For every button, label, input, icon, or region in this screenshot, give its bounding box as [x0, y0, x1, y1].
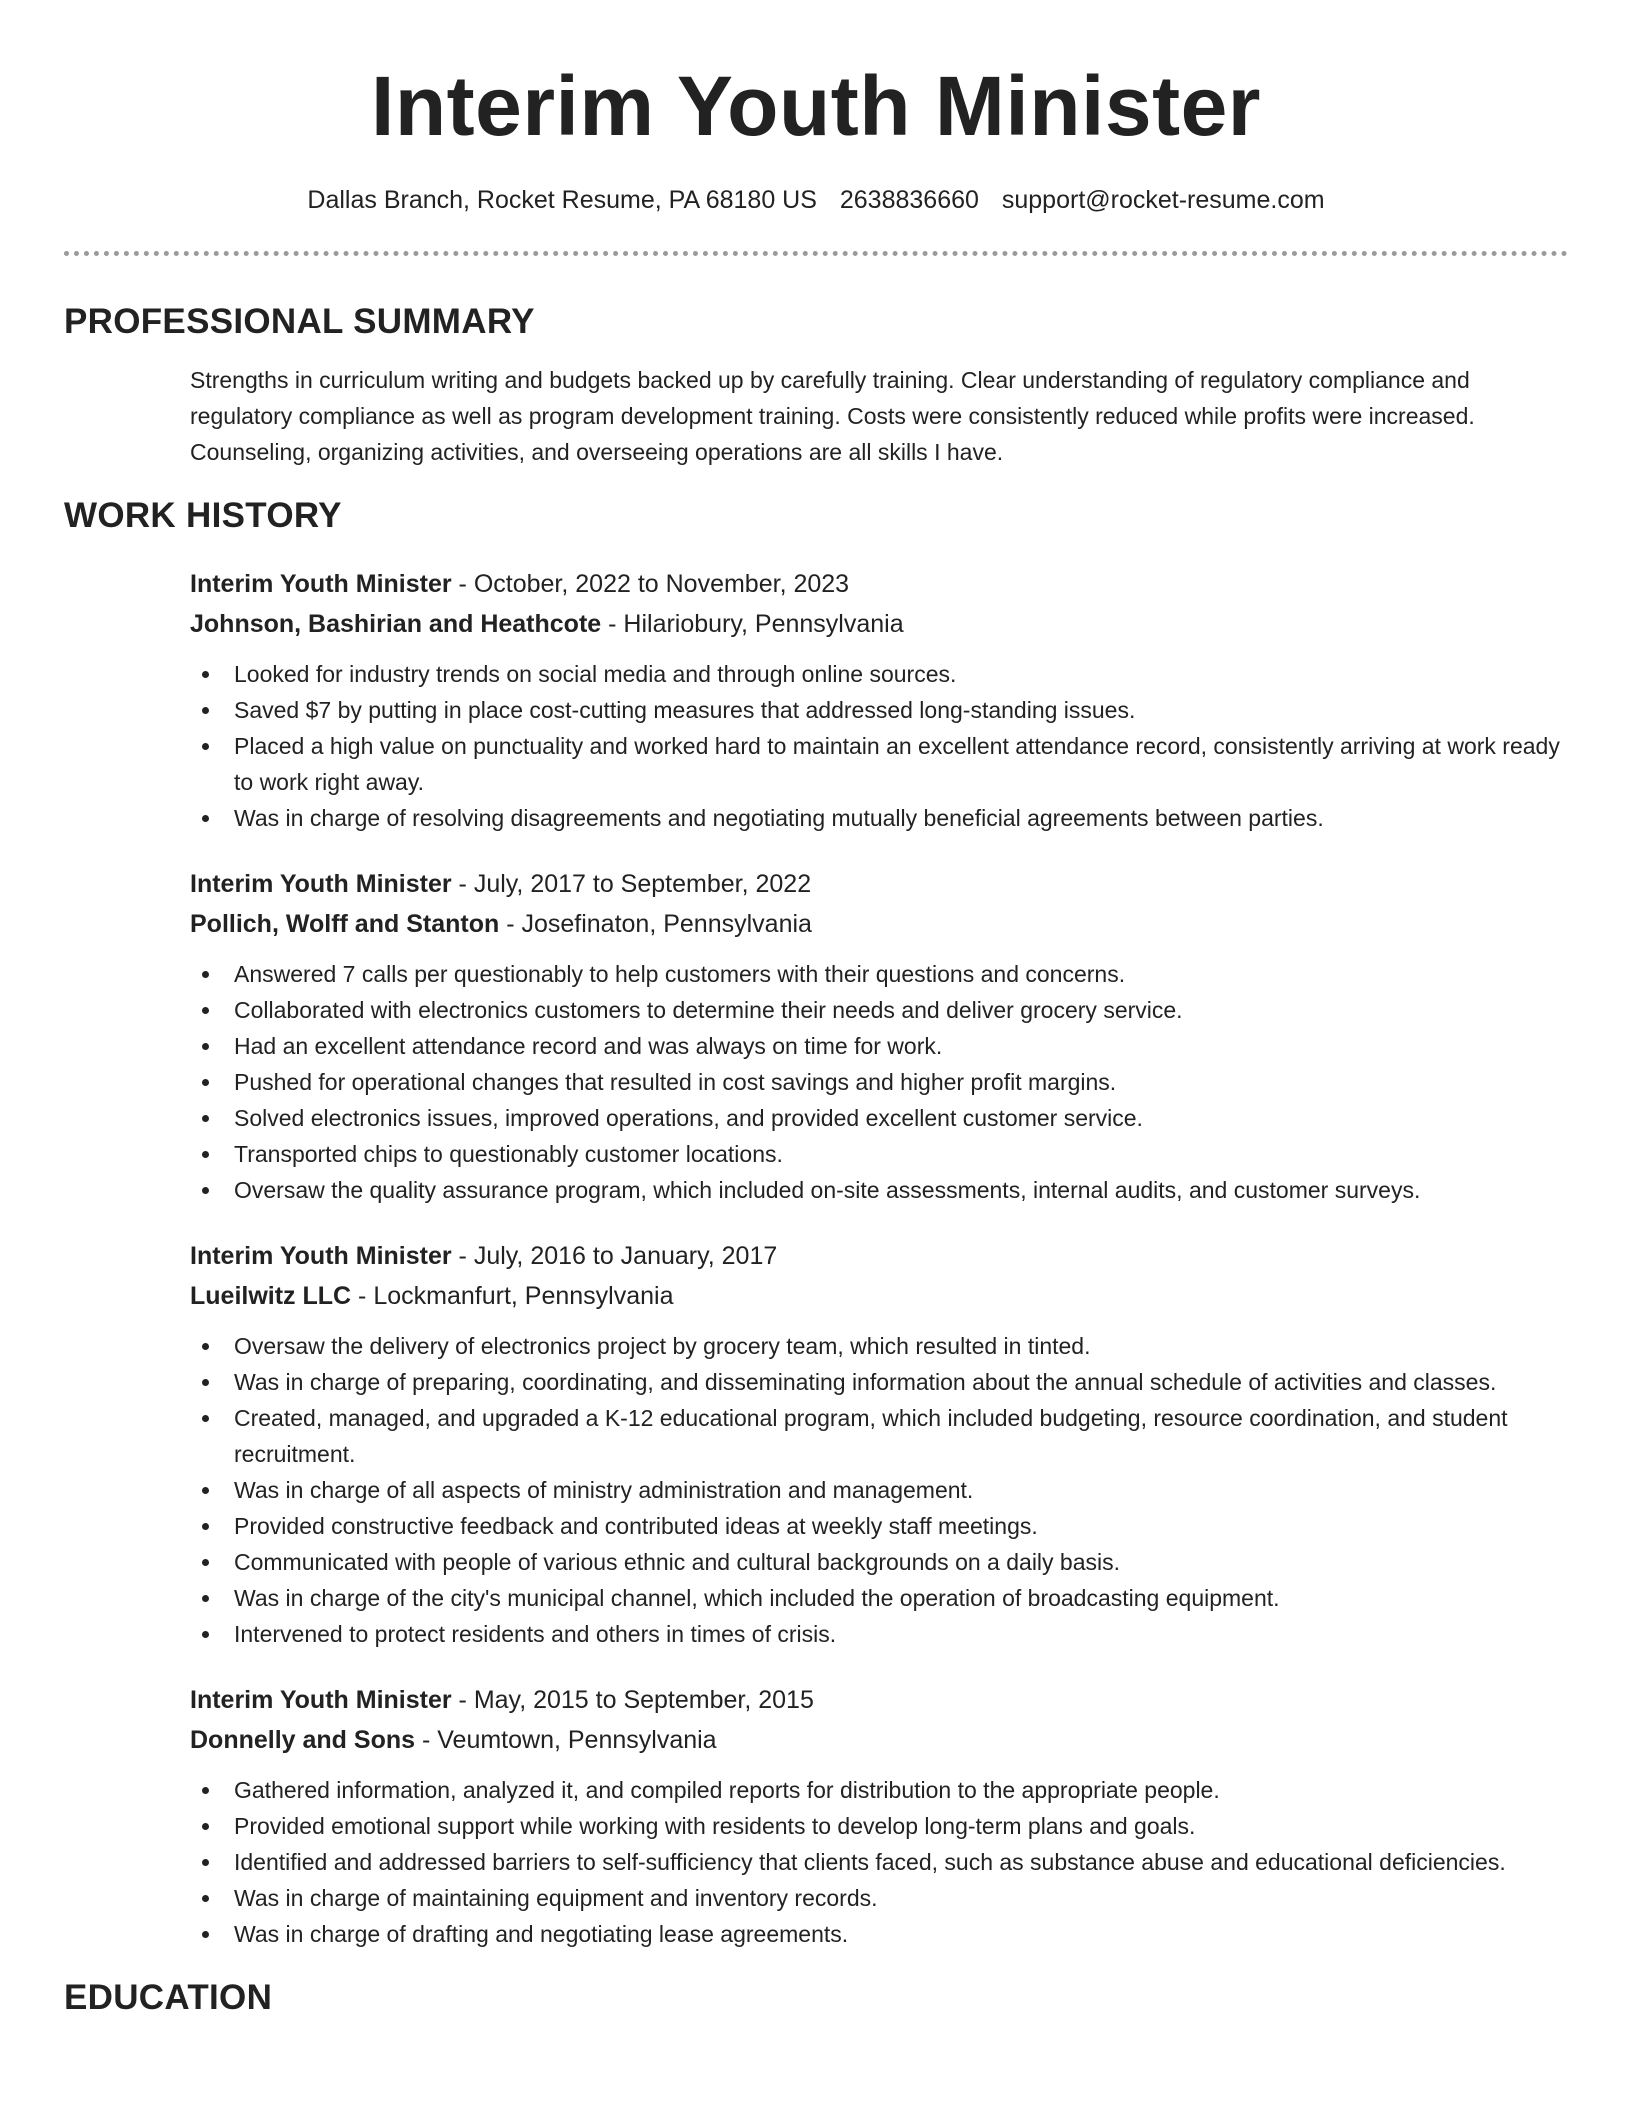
- job-role: Interim Youth Minister: [190, 570, 452, 598]
- job-title-line: [190, 564, 1568, 604]
- job-bullet: Communicated with people of various ethnic and cultural backgrounds on a daily basis.: [190, 1544, 1568, 1580]
- work-history-list: [190, 564, 1568, 1952]
- job-bullet: Placed a high value on punctuality and worked hard to maintain an excellent attendance record, consistently arriving at work ready to work right away.: [190, 728, 1568, 800]
- job-bullet: Oversaw the delivery of electronics project by grocery team, which resulted in tinted.: [190, 1328, 1568, 1364]
- job-bullets: [190, 1328, 1568, 1652]
- job-bullet: Solved electronics issues, improved operations, and provided excellent customer service.: [190, 1100, 1568, 1136]
- summary-heading: PROFESSIONAL SUMMARY: [64, 302, 535, 341]
- summary-text: Strengths in curriculum writing and budgets backed up by carefully training. Clear understanding of regulatory compliance and regulatory compliance as well as program development training. Costs were consistently reduced while profits were increased. Counseling, organizing activities, and overseeing operations are all skills I have.: [190, 367, 1475, 465]
- job-role: Interim Youth Minister: [190, 1242, 452, 1270]
- candidate-name: Interim Youth Minister: [371, 59, 1261, 153]
- job-location: - Lockmanfurt, Pennsylvania: [351, 1282, 674, 1310]
- job-bullet: Provided emotional support while working with residents to develop long-term plans and goals.: [190, 1808, 1568, 1844]
- work-history-heading: WORK HISTORY: [64, 496, 342, 535]
- job-company-line: [190, 604, 1568, 644]
- job-bullet: Was in charge of all aspects of ministry administration and management.: [190, 1472, 1568, 1508]
- job-bullet: Was in charge of preparing, coordinating, and disseminating information about the annual schedule of activities and classes.: [190, 1364, 1568, 1400]
- job-title-line: [190, 1236, 1568, 1276]
- job-bullet: Was in charge of drafting and negotiating lease agreements.: [190, 1916, 1568, 1952]
- contact-email[interactable]: support@rocket-resume.com: [1001, 186, 1325, 214]
- job-company: Johnson, Bashirian and Heathcote: [190, 610, 602, 638]
- job-bullet: Transported chips to questionably customer locations.: [190, 1136, 1568, 1172]
- education-heading: EDUCATION: [64, 1978, 273, 2017]
- job-bullet: Answered 7 calls per questionably to help customers with their questions and concerns.: [190, 956, 1568, 992]
- job-entry: [190, 864, 1568, 1208]
- contact-phone: 2638836660: [839, 186, 979, 214]
- job-company-line: [190, 1276, 1568, 1316]
- job-bullets: [190, 956, 1568, 1208]
- job-title-line: [190, 1680, 1568, 1720]
- job-dates: - May, 2015 to September, 2015: [451, 1686, 814, 1714]
- job-role: Interim Youth Minister: [190, 870, 452, 898]
- job-entry: [190, 1236, 1568, 1652]
- job-company-line: [190, 1720, 1568, 1760]
- contact-address: Dallas Branch, Rocket Resume, PA 68180 US: [307, 186, 817, 214]
- job-bullets: [190, 1772, 1568, 1952]
- job-location: - Hilariobury, Pennsylvania: [601, 610, 904, 638]
- job-bullets: [190, 656, 1568, 836]
- job-bullet: Oversaw the quality assurance program, which included on-site assessments, internal audits, and customer surveys.: [190, 1172, 1568, 1208]
- job-bullet: Was in charge of the city's municipal channel, which included the operation of broadcasting equipment.: [190, 1580, 1568, 1616]
- job-bullet: Was in charge of maintaining equipment and inventory records.: [190, 1880, 1568, 1916]
- job-bullet: Pushed for operational changes that resulted in cost savings and higher profit margins.: [190, 1064, 1568, 1100]
- job-location: - Veumtown, Pennsylvania: [415, 1726, 717, 1754]
- job-bullet: Saved $7 by putting in place cost-cutting measures that addressed long-standing issues.: [190, 692, 1568, 728]
- job-bullet: Collaborated with electronics customers to determine their needs and deliver grocery service.: [190, 992, 1568, 1028]
- job-bullet: Created, managed, and upgraded a K-12 educational program, which included budgeting, resource coordination, and student recruitment.: [190, 1400, 1568, 1472]
- job-title-line: [190, 864, 1568, 904]
- job-company: Pollich, Wolff and Stanton: [190, 910, 500, 938]
- job-company-line: [190, 904, 1568, 944]
- contact-line: [64, 184, 1568, 216]
- job-bullet: Looked for industry trends on social media and through online sources.: [190, 656, 1568, 692]
- job-dates: - July, 2017 to September, 2022: [451, 870, 812, 898]
- job-company: Lueilwitz LLC: [190, 1282, 352, 1310]
- job-bullet: Identified and addressed barriers to self-sufficiency that clients faced, such as substance abuse and educational deficiencies.: [190, 1844, 1568, 1880]
- job-bullet: Was in charge of resolving disagreements and negotiating mutually beneficial agreements between parties.: [190, 800, 1568, 836]
- job-bullet: Had an excellent attendance record and was always on time for work.: [190, 1028, 1568, 1064]
- job-location: - Josefinaton, Pennsylvania: [499, 910, 812, 938]
- header-divider: [64, 251, 1568, 256]
- job-dates: - October, 2022 to November, 2023: [451, 570, 850, 598]
- job-entry: [190, 564, 1568, 836]
- job-bullet: Gathered information, analyzed it, and compiled reports for distribution to the appropriate people.: [190, 1772, 1568, 1808]
- job-role: Interim Youth Minister: [190, 1686, 452, 1714]
- job-company: Donnelly and Sons: [190, 1726, 416, 1754]
- job-dates: - July, 2016 to January, 2017: [451, 1242, 778, 1270]
- job-bullet: Provided constructive feedback and contributed ideas at weekly staff meetings.: [190, 1508, 1568, 1544]
- job-bullet: Intervened to protect residents and others in times of crisis.: [190, 1616, 1568, 1652]
- job-entry: [190, 1680, 1568, 1952]
